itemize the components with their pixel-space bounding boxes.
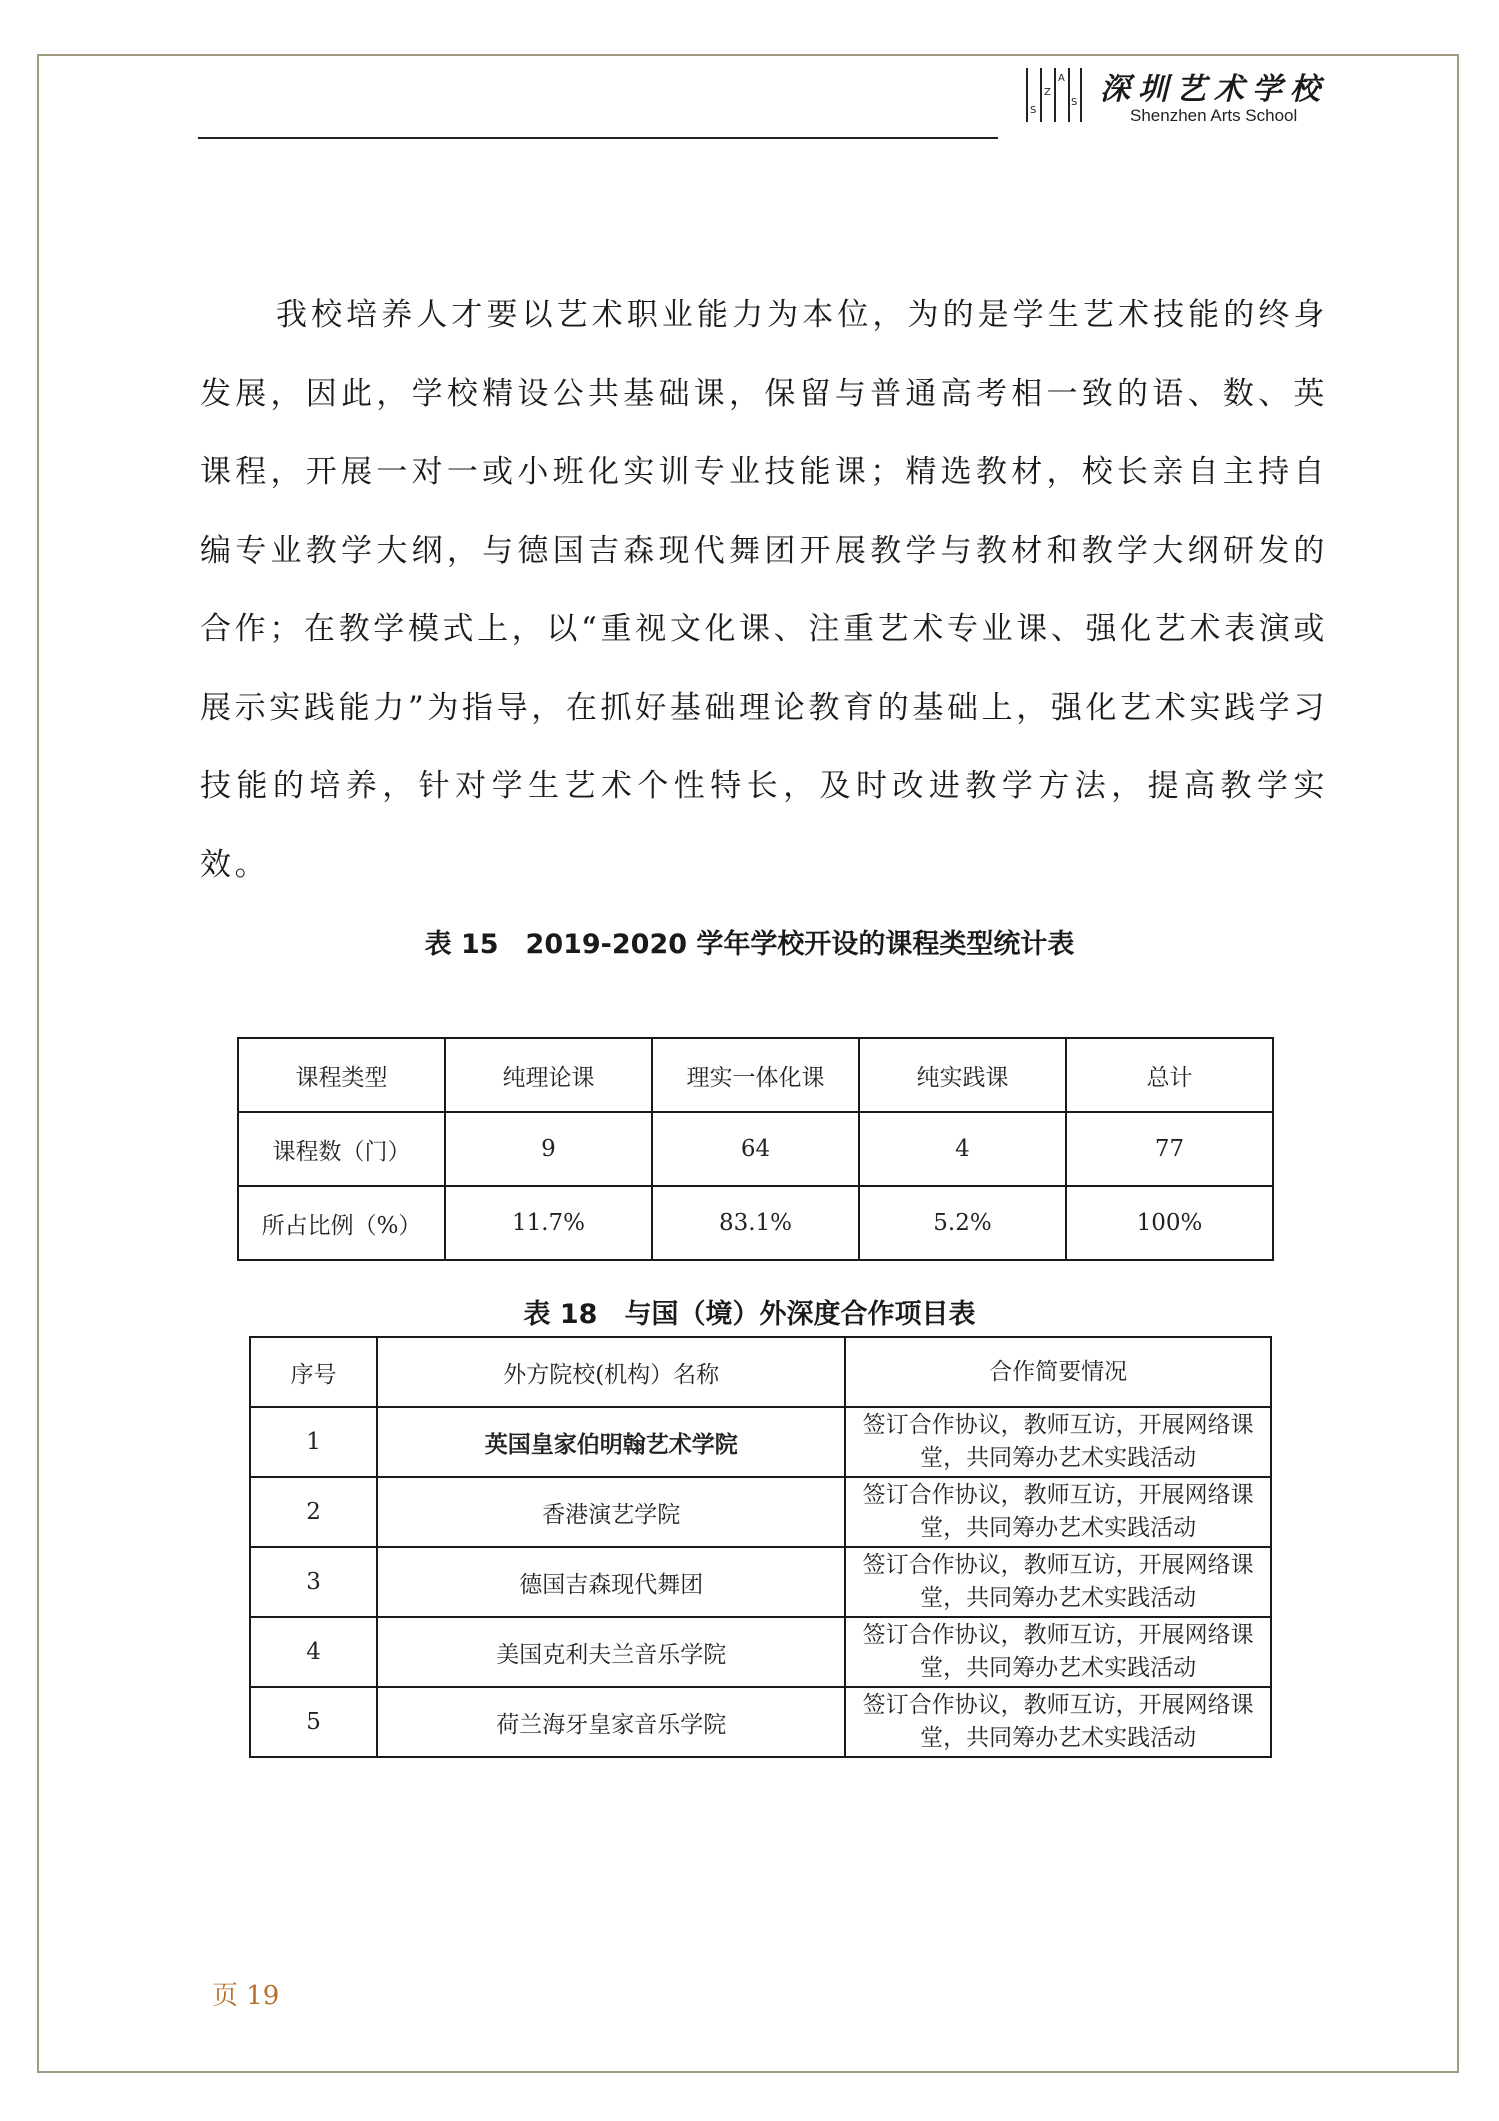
logo-letter: A xyxy=(1058,73,1065,84)
table-row xyxy=(250,1407,1271,1477)
body-paragraph: 我校培养人才要以艺术职业能力为本位，为的是学生艺术技能的终身发展，因此，学校精设公共基础课，保留与普通高考相一致的语、数、英课程，开展一对一或小班化实训专业技能课；精选教材，校长亲自主持自编专业教学大纲，与德国吉森现代舞团开展教学与教材和教学大纲研发的合作；在教学模式上，以“重视文化课、注重艺术专业课、强化艺术表演或展示实践能力”为指导，在抓好基础理论教育的基础上，强化艺术实践学习技能的培养，针对学生艺术个性特长，及时改进教学方法，提高教学实效。 xyxy=(200,297,1328,883)
table-cell: 签订合作协议，教师互访，开展网络课堂，共同筹办艺术实践活动 xyxy=(845,1407,1271,1477)
logo-letter: S xyxy=(1030,105,1037,116)
logo-mark xyxy=(1026,68,1082,124)
table-header-cell: 理实一体化课 xyxy=(652,1038,859,1112)
table-row xyxy=(250,1687,1271,1757)
table-header-cell: 序号 xyxy=(250,1337,377,1407)
logo-letter: Z xyxy=(1044,87,1051,98)
table-cell: 5.2% xyxy=(859,1186,1066,1260)
table-row xyxy=(250,1477,1271,1547)
table-cell: 签订合作协议，教师互访，开展网络课堂，共同筹办艺术实践活动 xyxy=(845,1477,1271,1547)
table-cell: 1 xyxy=(250,1407,377,1477)
table-header-row xyxy=(238,1038,1273,1112)
table-cell: 2 xyxy=(250,1477,377,1547)
table-cell: 签订合作协议，教师互访，开展网络课堂，共同筹办艺术实践活动 xyxy=(845,1617,1271,1687)
table-header-cell: 外方院校(机构）名称 xyxy=(377,1337,845,1407)
table-cell: 英国皇家伯明翰艺术学院 xyxy=(377,1407,845,1477)
school-logo xyxy=(1026,62,1328,132)
table-cell: 4 xyxy=(859,1112,1066,1186)
table-cell: 德国吉森现代舞团 xyxy=(377,1547,845,1617)
table15-caption: 表 15 2019-2020 学年学校开设的课程类型统计表 xyxy=(424,929,1075,960)
table-cell: 4 xyxy=(250,1617,377,1687)
table-header-cell: 纯实践课 xyxy=(859,1038,1066,1112)
table-cell: 荷兰海牙皇家音乐学院 xyxy=(377,1687,845,1757)
school-name-cn: 深圳艺术学校 xyxy=(1100,72,1328,107)
school-name-en: Shenzhen Arts School xyxy=(1130,106,1298,125)
table-row xyxy=(250,1547,1271,1617)
header-rule xyxy=(198,137,998,139)
course-type-table xyxy=(237,1037,1274,1261)
table-header-cell: 纯理论课 xyxy=(445,1038,652,1112)
table-row xyxy=(238,1112,1273,1186)
table-cell: 签订合作协议，教师互访，开展网络课堂，共同筹办艺术实践活动 xyxy=(845,1547,1271,1617)
table-cell: 83.1% xyxy=(652,1186,859,1260)
cooperation-table xyxy=(249,1336,1272,1758)
table-cell: 香港演艺学院 xyxy=(377,1477,845,1547)
table-cell: 美国克利夫兰音乐学院 xyxy=(377,1617,845,1687)
table-cell: 100% xyxy=(1066,1186,1273,1260)
table-cell: 课程数（门） xyxy=(238,1112,445,1186)
table-cell: 3 xyxy=(250,1547,377,1617)
table-cell: 签订合作协议，教师互访，开展网络课堂，共同筹办艺术实践活动 xyxy=(845,1687,1271,1757)
table-cell: 所占比例（%） xyxy=(238,1186,445,1260)
table-header-cell: 合作简要情况 xyxy=(845,1337,1271,1407)
table-header-cell: 课程类型 xyxy=(238,1038,445,1112)
table-cell: 11.7% xyxy=(445,1186,652,1260)
page-number: 页 19 xyxy=(212,1981,280,2011)
table-header-cell: 总计 xyxy=(1066,1038,1273,1112)
table-cell: 77 xyxy=(1066,1112,1273,1186)
table-row xyxy=(250,1617,1271,1687)
table-cell: 9 xyxy=(445,1112,652,1186)
table18-caption: 表 18 与国（境）外深度合作项目表 xyxy=(523,1299,976,1330)
logo-letter: S xyxy=(1071,97,1078,108)
table-header-row xyxy=(250,1337,1271,1407)
table-cell: 5 xyxy=(250,1687,377,1757)
table-cell: 64 xyxy=(652,1112,859,1186)
table-row xyxy=(238,1186,1273,1260)
